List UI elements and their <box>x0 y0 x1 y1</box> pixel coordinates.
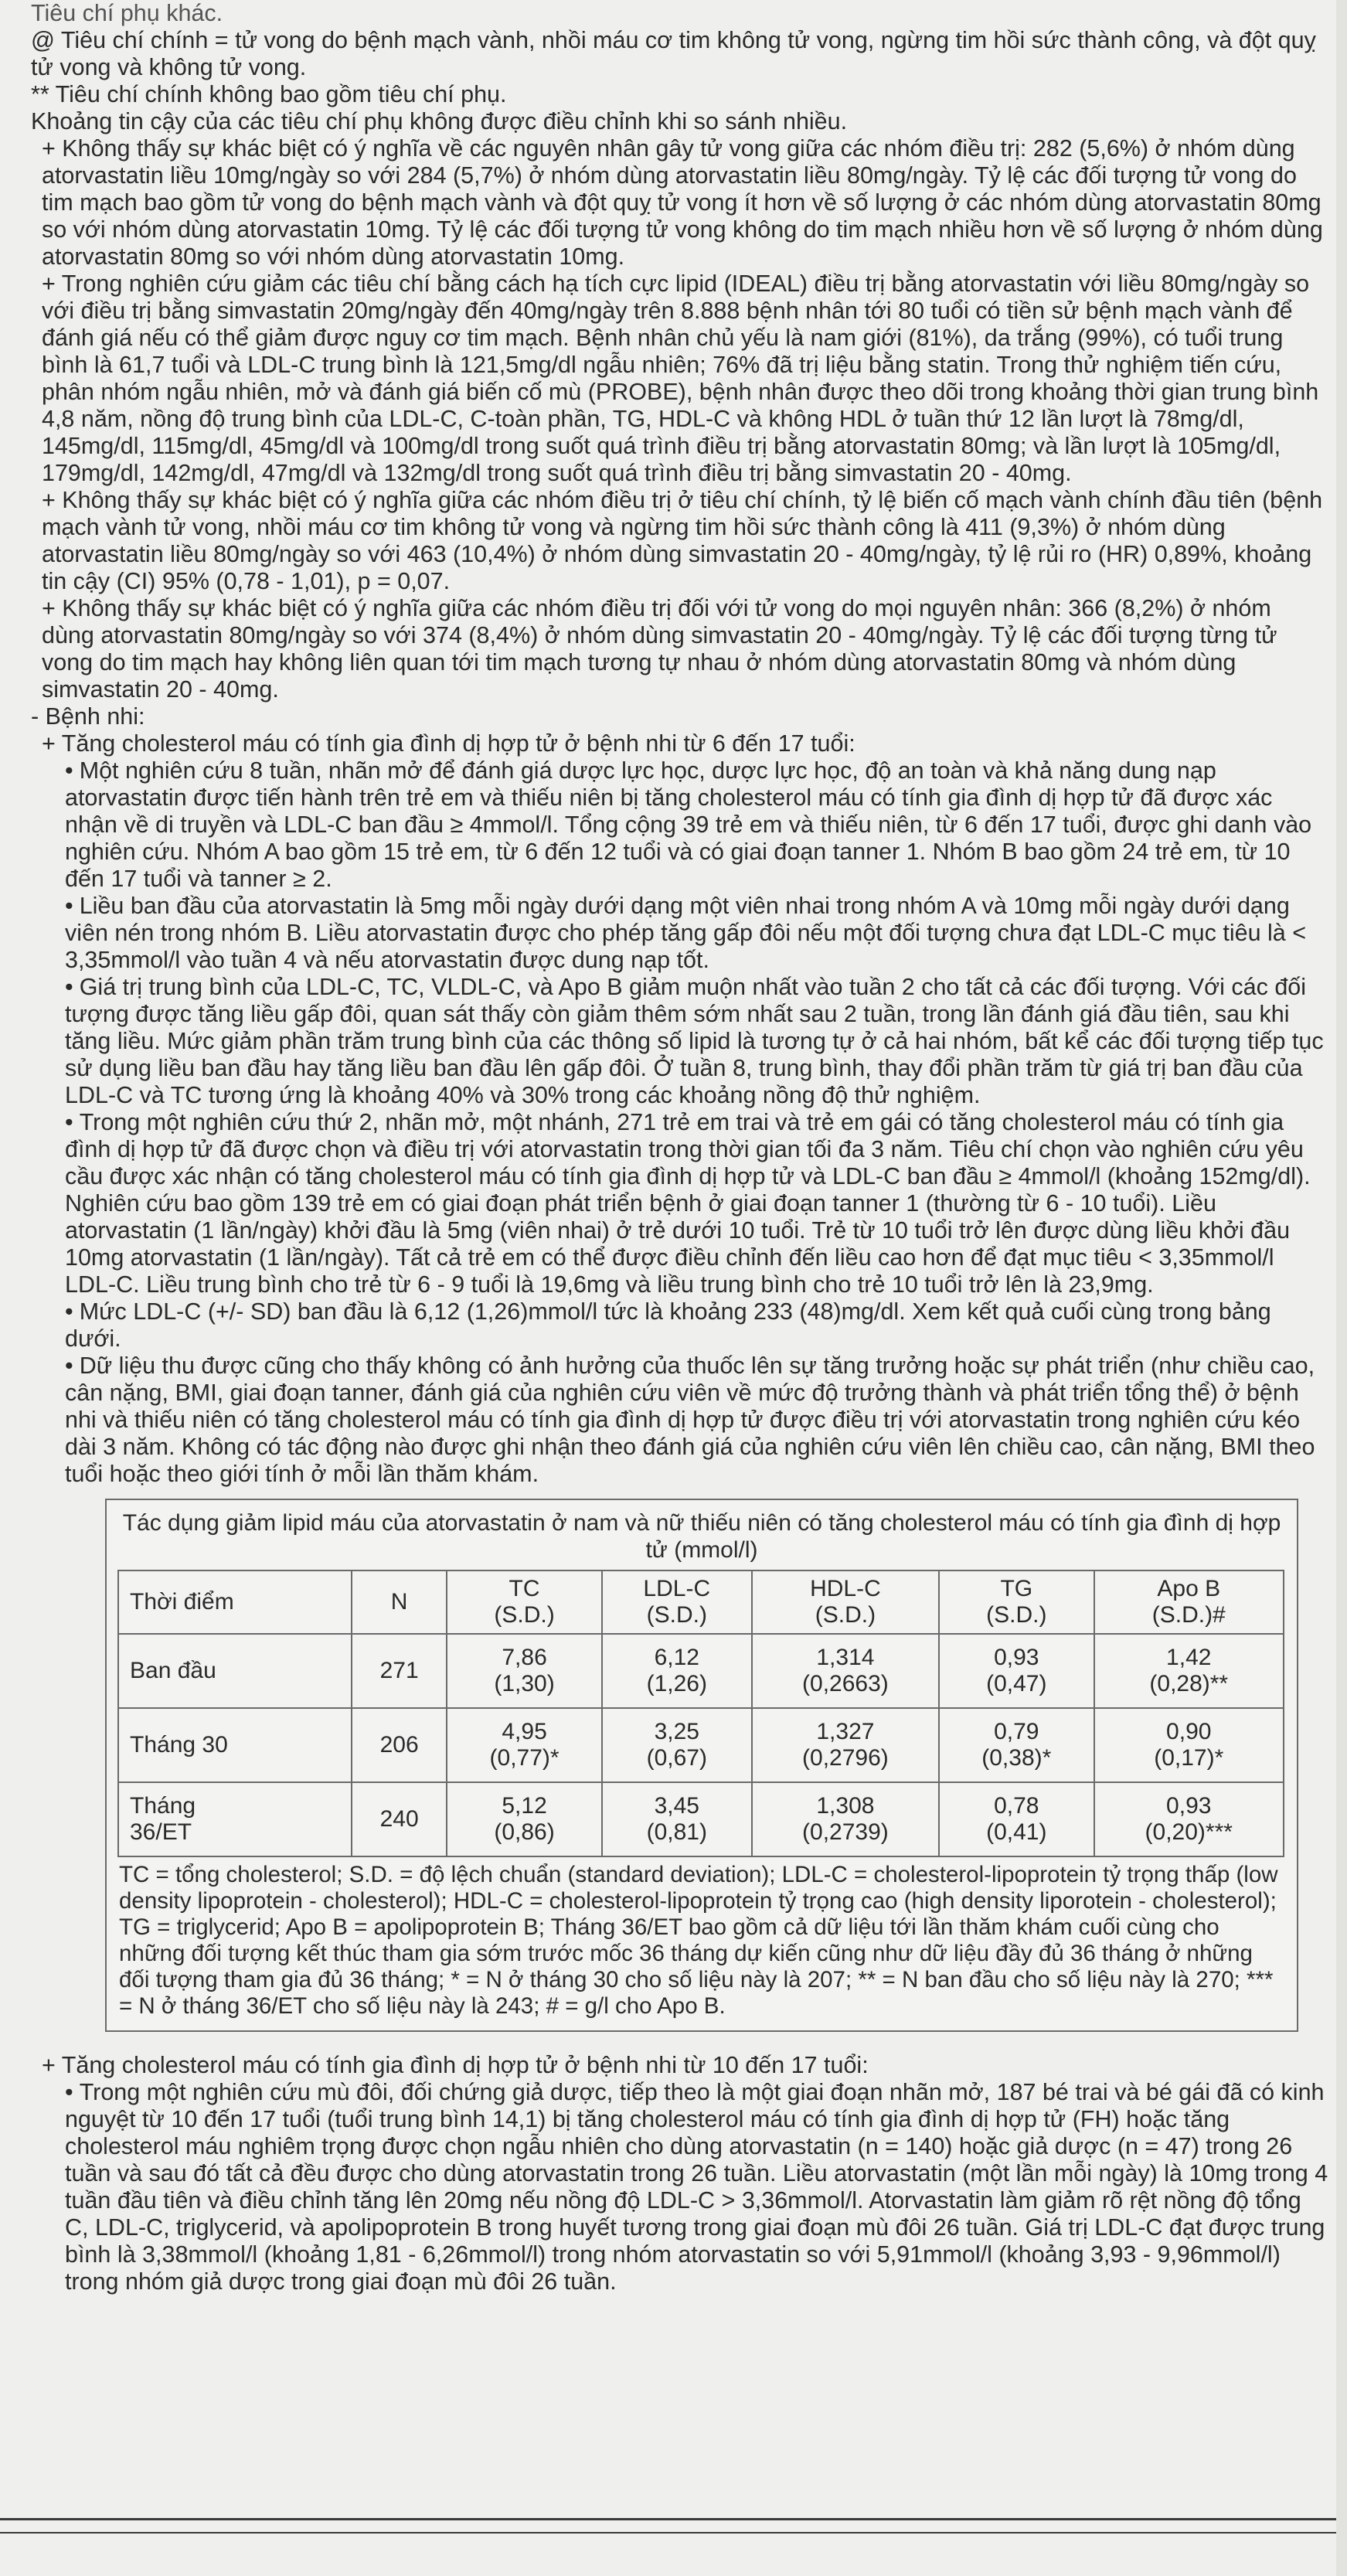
bullet-item <box>31 757 1329 893</box>
bullet-text: Giá trị trung bình của LDL-C, TC, VLDL-C, và Apo B giảm muộn nhất vào tuần 2 cho tất cả các đối tượng. Với các đối tượng được tăng liều gấp đôi, quan sát thấy còn giảm thêm sớm nhất sau 2 tuần, trong lần đánh giá đầu tiên, sau khi tăng liều. Mức giảm phần trăm trung bình của các thông số lipid là tương tự ở cả hai nhóm, bất kể các đối tượng tiếp tục sử dụng liều ban đầu hay tăng liều ban đầu lên gấp đôi. Ở tuần 8, trung bình, thay đổi phần trăm từ giá trị ban đầu của LDL-C và TC tương ứng là khoảng 40% và 30% trong các khoảng nồng độ thử nghiệm. <box>65 974 1324 1108</box>
subsection-heading: + Tăng cholesterol máu có tính gia đình dị hợp tử ở bệnh nhi từ 6 đến 17 tuổi: <box>42 730 855 757</box>
text-line: Tiêu chí phụ khác. <box>31 0 223 26</box>
table-cell: 6,12 (1,26) <box>602 1634 752 1708</box>
table-cell: 7,86 (1,30) <box>447 1634 601 1708</box>
lipid-table-box <box>105 1499 1298 2032</box>
bullet-glyph: • <box>65 1109 73 1135</box>
bullet-text: Một nghiên cứu 8 tuần, nhãn mở để đánh giá dược lực học, dược lực học, độ an toàn và khả năng dung nạp atorvastatin được tiến hành trên trẻ em và thiếu niên bị tăng cholesterol máu có tính gia đình dị hợp tử đã được xác nhận về di truyền và LDL-C ban đầu ≥ 4mmol/l. Tổng cộng 39 trẻ em và thiếu niên, từ 6 đến 17 tuổi, được ghi danh vào nghiên cứu. Nhóm A bao gồm 15 trẻ em, từ 6 đến 12 tuổi và có giai đoạn tanner 1. Nhóm B bao gồm 24 trẻ em, từ 10 đến 17 tuổi và tanner ≥ 2. <box>65 757 1312 892</box>
section-heading: - Bệnh nhi: <box>31 703 145 730</box>
table-cell: 1,42 (0,28)** <box>1094 1634 1284 1708</box>
table-cell: Ban đầu <box>118 1634 352 1708</box>
table-cell: 206 <box>352 1708 447 1782</box>
table-cell: 240 <box>352 1782 447 1856</box>
bullet-glyph: • <box>65 2079 73 2105</box>
header-cell: HDL-C (S.D.) <box>752 1570 939 1634</box>
bullet-item <box>31 893 1329 974</box>
table-cell: 0,78 (0,41) <box>939 1782 1094 1856</box>
header-cell: LDL-C (S.D.) <box>602 1570 752 1634</box>
bottom-rule <box>0 2518 1347 2520</box>
table-cell: 1,314 (0,2663) <box>752 1634 939 1708</box>
section-10-17 <box>31 2052 1329 2295</box>
table-header-row <box>118 1570 1284 1634</box>
bottom-rule <box>0 2532 1347 2533</box>
bullet-glyph: • <box>65 1353 73 1379</box>
table-cell: Tháng 30 <box>118 1708 352 1782</box>
bullet-item <box>31 974 1329 1109</box>
header-cell: Thời điểm <box>118 1570 352 1634</box>
table-cell: 5,12 (0,86) <box>447 1782 601 1856</box>
paragraph: + Không thấy sự khác biệt có ý nghĩa giữa các nhóm điều trị đối với tử vong do mọi nguyên nhân: 366 (8,2%) ở nhóm dùng atorvastatin 80mg/ngày so với 374 (8,4%) ở nhóm dùng simvastatin 20 - 40mg/ngày. Tỷ lệ các đối tượng từng tử vong do tim mạch hay không liên quan tới tim mạch tương tự nhau ở nhóm dùng atorvastatin 80mg và nhóm dùng simvastatin 20 - 40mg. <box>42 595 1277 703</box>
table-cell: 0,93 (0,20)*** <box>1094 1782 1284 1856</box>
table-cell: 271 <box>352 1634 447 1708</box>
bullet-text: Trong một nghiên cứu mù đôi, đối chứng giả dược, tiếp theo là một giai đoạn nhãn mở, 187 bé trai và bé gái đã có kinh nguyệt từ 10 đến 17 tuổi (tuổi trung bình 14,1) bị tăng cholesterol máu có tính gia đình dị hợp tử (FH) hoặc tăng cholesterol máu nghiêm trọng được chọn ngẫu nhiên cho dùng atorvastatin (n = 140) hoặc giả dược (n = 47) trong 26 tuần và sau đó tất cả đều được cho dùng atorvastatin trong 26 tuần. Liều atorvastatin (một lần mỗi ngày) là 10mg trong 4 tuần đầu tiên và điều chỉnh tăng lên 20mg nếu nồng độ LDL-C > 3,36mmol/l. Atorvastatin làm giảm rõ rệt nồng độ tổng C, LDL-C, triglycerid, và apolipoprotein B trong huyết tương trong giai đoạn mù đôi 26 tuần. Giá trị LDL-C đạt được trung bình là 3,38mmol/l (khoảng 1,81 - 6,26mmol/l) trong nhóm atorvastatin so với 5,91mmol/l (khoảng 3,93 - 9,96mmol/l) trong nhóm giả dược trong giai đoạn mù đôi 26 tuần. <box>65 2079 1328 2295</box>
table-title: Tác dụng giảm lipid máu của atorvastatin ở nam và nữ thiếu niên có tăng cholesterol máu có tính gia đình dị hợp tử (mmol/l) <box>122 1510 1281 1563</box>
header-cell: TC (S.D.) <box>447 1570 601 1634</box>
paragraph: + Không thấy sự khác biệt có ý nghĩa về các nguyên nhân gây tử vong giữa các nhóm điều trị: 282 (5,6%) ở nhóm dùng atorvastatin liều 10mg/ngày so với 284 (5,7%) ở nhóm dùng atorvastatin liều 80mg/ngày. Tỷ lệ các đối tượng tử vong do tim mạch bao gồm tử vong do bệnh mạch vành và đột quỵ tử vong ít hơn về số lượng ở các nhóm dùng atorvastatin 80mg so với nhóm dùng atorvastatin 10mg. Tỷ lệ các đối tượng tử vong không do tim mạch nhiều hơn về số lượng ở nhóm dùng atorvastatin 80mg so với nhóm dùng atorvastatin 10mg. <box>42 135 1323 270</box>
header-cell: TG (S.D.) <box>939 1570 1094 1634</box>
bullet-text: Mức LDL-C (+/- SD) ban đầu là 6,12 (1,26)mmol/l tức là khoảng 233 (48)mg/dl. Xem kết quả cuối cùng trong bảng dưới. <box>65 1298 1271 1352</box>
bullet-text: Dữ liệu thu được cũng cho thấy không có ảnh hưởng của thuốc lên sự tăng trưởng hoặc sự phát triển (như chiều cao, cân nặng, BMI, giai đoạn tanner, đánh giá của nghiên cứu viên về mức độ trưởng thành và phát triển tổng thể) ở bệnh nhi và thiếu niên có tăng cholesterol máu có tính gia đình dị hợp tử được điều trị với atorvastatin trong nghiên cứu kéo dài 3 năm. Không có tác động nào được ghi nhận theo đánh giá của nghiên cứu viên lên chiều cao, cân nặng, BMI theo tuổi hoặc theo giới tính ở mỗi lần thăm khám. <box>65 1353 1315 1487</box>
table-footnote: TC = tổng cholesterol; S.D. = độ lệch chuẩn (standard deviation); LDL-C = cholesterol-lipoprotein tỷ trọng thấp (low density lipoprotein - cholesterol); HDL-C = cholesterol-lipoprotein tỷ trọng cao (high density liporotein - cholesterol); TG = triglycerid; Apo B = apolipoprotein B; Tháng 36/ET bao gồm cả dữ liệu tới lần thăm khám cuối cùng cho những đối tượng kết thúc tham gia sớm trước mốc 36 tháng dự kiến cũng như dữ liệu đầy đủ 36 tháng ở những đối tượng tham gia đủ 36 tháng; * = N ở tháng 30 cho số liệu này là 207; ** = N ban đầu cho số liệu này là 270; *** = N ở tháng 36/ET cho số liệu này là 243; # = g/l cho Apo B. <box>119 1862 1278 2019</box>
table-cell: Tháng 36/ET <box>118 1782 352 1856</box>
bullet-text: Liều ban đầu của atorvastatin là 5mg mỗi ngày dưới dạng một viên nhai trong nhóm A và 10mg mỗi ngày dưới dạng viên nén trong nhóm B. Liều atorvastatin được cho phép tăng gấp đôi nếu một đối tượng chưa đạt LDL-C mục tiêu là < 3,35mmol/l vào tuần 4 và nếu atorvastatin được dung nạp tốt. <box>65 893 1307 973</box>
bullet-text: Trong một nghiên cứu thứ 2, nhãn mở, một nhánh, 271 trẻ em trai và trẻ em gái có tăng cholesterol máu có tính gia đình dị hợp tử đã được chọn và điều trị với atorvastatin trong thời gian tối đa 3 năm. Tiêu chí chọn vào nghiên cứu yêu cầu được xác nhận có tăng cholesterol máu có tính gia đình dị hợp tử và LDL-C ban đầu ≥ 4mmol/l (khoảng 152mg/dl). Nghiên cứu bao gồm 139 trẻ em có giai đoạn phát triển bệnh ở giai đoạn tanner 1 (thường từ 6 - 10 tuổi). Liều atorvastatin (1 lần/ngày) khởi đầu là 5mg (viên nhai) ở trẻ dưới 10 tuổi. Trẻ từ 10 tuổi trở lên được dùng liều khởi đầu 10mg atorvastatin (1 lần/ngày). Tất cả trẻ em có thể được điều chỉnh đến liều cao hơn để đạt mục tiêu < 3,35mmol/l LDL-C. Liều trung bình cho trẻ từ 6 - 9 tuổi là 19,6mg và liều trung bình cho trẻ 10 tuổi trở lên là 23,9mg. <box>65 1109 1311 1298</box>
header-cell: Apo B (S.D.)# <box>1094 1570 1284 1634</box>
paragraph: + Không thấy sự khác biệt có ý nghĩa giữa các nhóm điều trị ở tiêu chí chính, tỷ lệ biến cố mạch vành chính đầu tiên (bệnh mạch vành tử vong, nhồi máu cơ tim không tử vong và ngừng tim hồi sức thành công là 411 (9,3%) ở nhóm dùng atorvastatin liều 80mg/ngày so với 463 (10,4%) ở nhóm dùng simvastatin 20 - 40mg/ngày, tỷ lệ rủi ro (HR) 0,89%, khoảng tin cậy (CI) 95% (0,78 - 1,01), p = 0,07. <box>42 487 1323 594</box>
bullet-item <box>31 1298 1329 1353</box>
table-cell: 0,93 (0,47) <box>939 1634 1094 1708</box>
table-cell: 0,79 (0,38)* <box>939 1708 1094 1782</box>
table-row <box>118 1708 1284 1782</box>
bullet-item <box>31 1109 1329 1298</box>
bullet-glyph: • <box>65 893 73 919</box>
bullet-item <box>31 1353 1329 1488</box>
text-line: @ Tiêu chí chính = tử vong do bệnh mạch vành, nhồi máu cơ tim không tử vong, ngừng tim hồi sức thành công, và đột quỵ tử vong và không tử vong. <box>31 27 1316 80</box>
table-cell: 4,95 (0,77)* <box>447 1708 601 1782</box>
table-cell: 3,45 (0,81) <box>602 1782 752 1856</box>
bullet-glyph: • <box>65 974 73 1000</box>
table-cell: 0,90 (0,17)* <box>1094 1708 1284 1782</box>
bullet-glyph: • <box>65 757 73 784</box>
table-cell: 1,327 (0,2796) <box>752 1708 939 1782</box>
bullet-glyph: • <box>65 1298 73 1325</box>
table-row <box>118 1634 1284 1708</box>
header-cell: N <box>352 1570 447 1634</box>
bullet-item <box>31 2079 1329 2295</box>
table-cell: 3,25 (0,67) <box>602 1708 752 1782</box>
page-edge <box>1336 0 1347 2576</box>
table-cell: 1,308 (0,2739) <box>752 1782 939 1856</box>
lipid-table <box>117 1570 1284 1857</box>
document-page <box>31 0 1329 2295</box>
subsection-heading: + Tăng cholesterol máu có tính gia đình dị hợp tử ở bệnh nhi từ 10 đến 17 tuổi: <box>42 2052 869 2078</box>
text-line: ** Tiêu chí chính không bao gồm tiêu chí phụ. <box>31 81 507 107</box>
text-line: Khoảng tin cậy của các tiêu chí phụ không được điều chỉnh khi so sánh nhiều. <box>31 108 848 134</box>
paragraph: + Trong nghiên cứu giảm các tiêu chí bằng cách hạ tích cực lipid (IDEAL) điều trị bằng atorvastatin với liều 80mg/ngày so với điều trị bằng simvastatin 20mg/ngày đến 40mg/ngày trên 8.888 bệnh nhân tới 80 tuổi có tiền sử bệnh mạch vành để đánh giá nếu có thể giảm được nguy cơ tim mạch. Bệnh nhân chủ yếu là nam giới (81%), da trắng (99%), có tuổi trung bình là 61,7 tuổi và LDL-C trung bình là 121,5mg/dl ngẫu nhiên; 76% đã trị liệu bằng statin. Trong thử nghiệm tiến cứu, phân nhóm ngẫu nhiên, mở và đánh giá biến cố mù (PROBE), bệnh nhân được theo dõi trong khoảng thời gian trung bình 4,8 năm, nồng độ trung bình của LDL-C, C-toàn phần, TG, HDL-C và không HDL ở tuần thứ 12 lần lượt là 78mg/dl, 145mg/dl, 115mg/dl, 45mg/dl và 100mg/dl trong suốt quá trình điều trị bằng atorvastatin 80mg; và lần lượt là 105mg/dl, 179mg/dl, 142mg/dl, 47mg/dl và 132mg/dl trong suốt quá trình điều trị bằng simvastatin 20 - 40mg. <box>42 271 1319 486</box>
table-row <box>118 1782 1284 1856</box>
